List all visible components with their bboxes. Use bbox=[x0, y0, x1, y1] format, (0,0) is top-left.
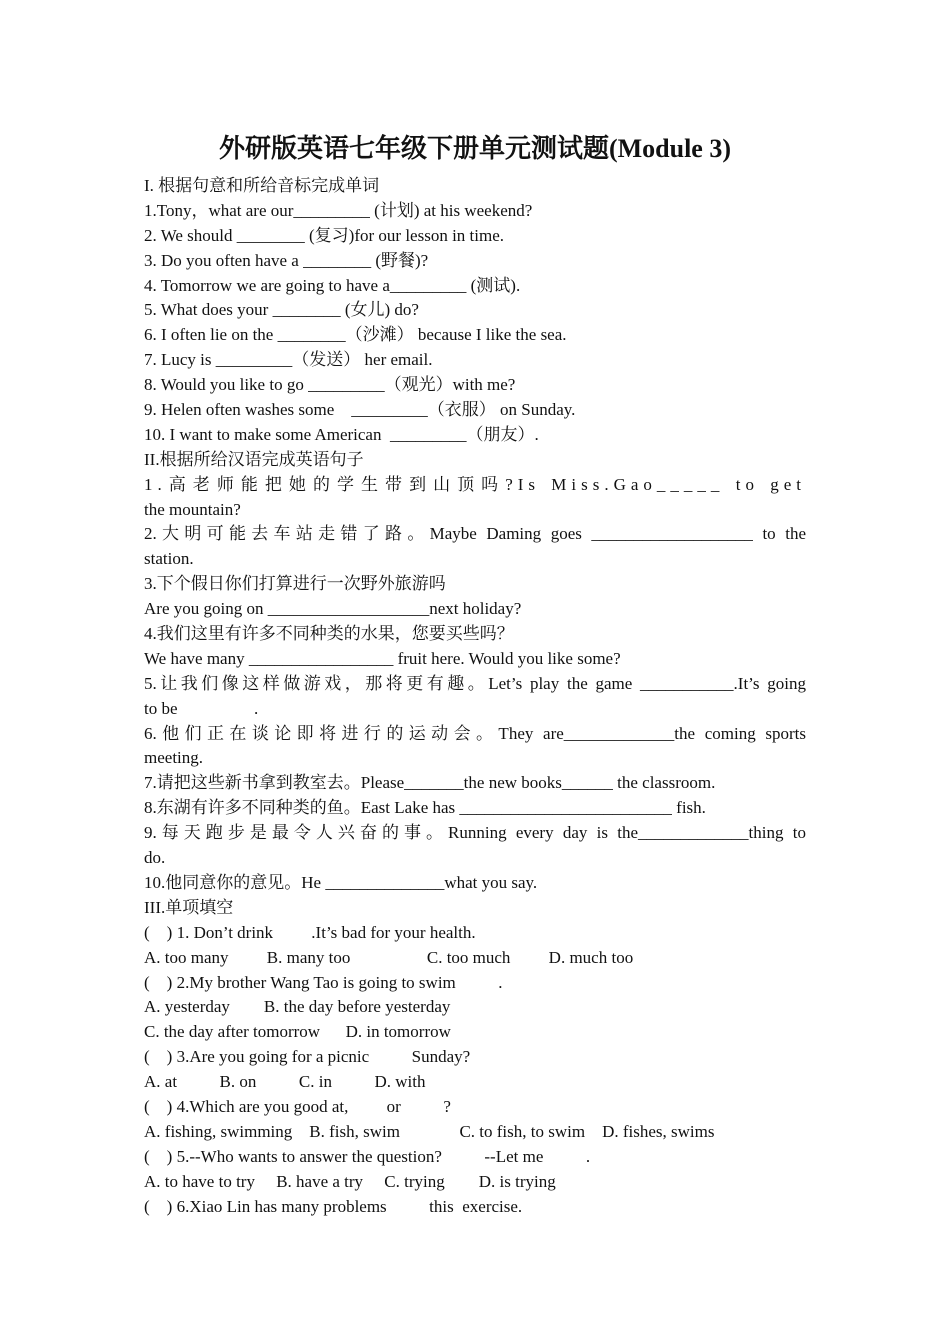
options-line: A. at B. on C. in D. with bbox=[144, 1072, 426, 1092]
question-line: 9. Helen often washes some _________（衣服） on Sunday. bbox=[144, 400, 576, 420]
question-line: ( ) 2.My brother Wang Tao is going to swim . bbox=[144, 972, 503, 992]
question-line: ( ) 5.--Who wants to answer the question? --Let me . bbox=[144, 1146, 591, 1166]
question-line: 5.让我们像这样做游戏，那将更有趣。Let’s play the game ___________.It’s going bbox=[144, 673, 806, 693]
question-line: to be . bbox=[144, 698, 259, 718]
question-line: 5. What does your ________ (女儿) do? bbox=[144, 300, 419, 320]
options-line: A. too many B. many too C. too much D. much too bbox=[144, 947, 634, 967]
question-line: Are you going on ___________________next holiday? bbox=[144, 599, 522, 619]
question-line: 3. Do you often have a ________ (野餐)? bbox=[144, 250, 429, 270]
question-line: ( ) 3.Are you going for a picnic Sunday? bbox=[144, 1047, 471, 1067]
question-line: 8.东湖有许多不同种类的鱼。East Lake has _________________________ fish. bbox=[144, 798, 706, 818]
question-line: 1.Tony，what are our_________ (计划) at his weekend? bbox=[144, 200, 533, 220]
question-line: do. bbox=[144, 848, 166, 868]
question-line: 9.每天跑步是最令人兴奋的事。Running every day is the_____________thing to bbox=[144, 823, 806, 843]
section-heading: II.根据所给汉语完成英语句子 bbox=[144, 449, 364, 469]
question-line: the mountain? bbox=[144, 499, 241, 519]
question-line: 2.大明可能去车站走错了路。Maybe Daming goes ___________________ to the bbox=[144, 524, 806, 544]
options-line: A. yesterday B. the day before yesterday bbox=[144, 997, 451, 1017]
question-line: 6. I often lie on the ________（沙滩） because I like the sea. bbox=[144, 325, 567, 345]
question-line: ( ) 1. Don’t drink .It’s bad for your health. bbox=[144, 922, 476, 942]
section-heading: III.单项填空 bbox=[144, 897, 234, 917]
question-line: 1.高老师能把她的学生带到山顶吗?Is Miss.Gao_____ to get bbox=[144, 474, 806, 494]
question-line: 7. Lucy is _________（发送） her email. bbox=[144, 350, 433, 370]
options-line: A. fishing, swimming B. fish, swim C. to fish, to swim D. fishes, swims bbox=[144, 1121, 715, 1141]
question-line: 4. Tomorrow we are going to have a_________ (测试). bbox=[144, 275, 521, 295]
page-title: 外研版英语七年级下册单元测试题(Module 3) bbox=[218, 134, 732, 163]
question-line: 8. Would you like to go _________（观光）with me? bbox=[144, 375, 516, 395]
question-line: ( ) 6.Xiao Lin has many problems this exercise. bbox=[144, 1196, 523, 1216]
options-line: A. to have to try B. have a try C. trying D. is trying bbox=[144, 1171, 556, 1191]
question-line: 10. I want to make some American _________（朋友）. bbox=[144, 424, 539, 444]
question-line: 7.请把这些新书拿到教室去。Please_______the new books______ the classroom. bbox=[144, 773, 716, 793]
question-line: 3.下个假日你们打算进行一次野外旅游吗 bbox=[144, 574, 446, 594]
question-line: meeting. bbox=[144, 748, 204, 768]
question-line: station. bbox=[144, 549, 194, 569]
worksheet-page bbox=[144, 126, 806, 1219]
question-line: 6.他们正在谈论即将进行的运动会。They are_____________the coming sports bbox=[144, 723, 806, 743]
question-line: 4.我们这里有许多不同种类的水果，您要买些吗？ bbox=[144, 624, 514, 644]
question-line: ( ) 4.Which are you good at, or ? bbox=[144, 1096, 451, 1116]
question-line: 10.他同意你的意见。He ______________what you say. bbox=[144, 872, 538, 892]
section-heading: I. 根据句意和所给音标完成单词 bbox=[144, 176, 380, 195]
question-line: 2. We should ________ (复习)for our lesson in time. bbox=[144, 225, 505, 245]
options-line: C. the day after tomorrow D. in tomorrow bbox=[144, 1022, 451, 1042]
question-line: We have many _________________ fruit here. Would you like some? bbox=[144, 648, 621, 668]
